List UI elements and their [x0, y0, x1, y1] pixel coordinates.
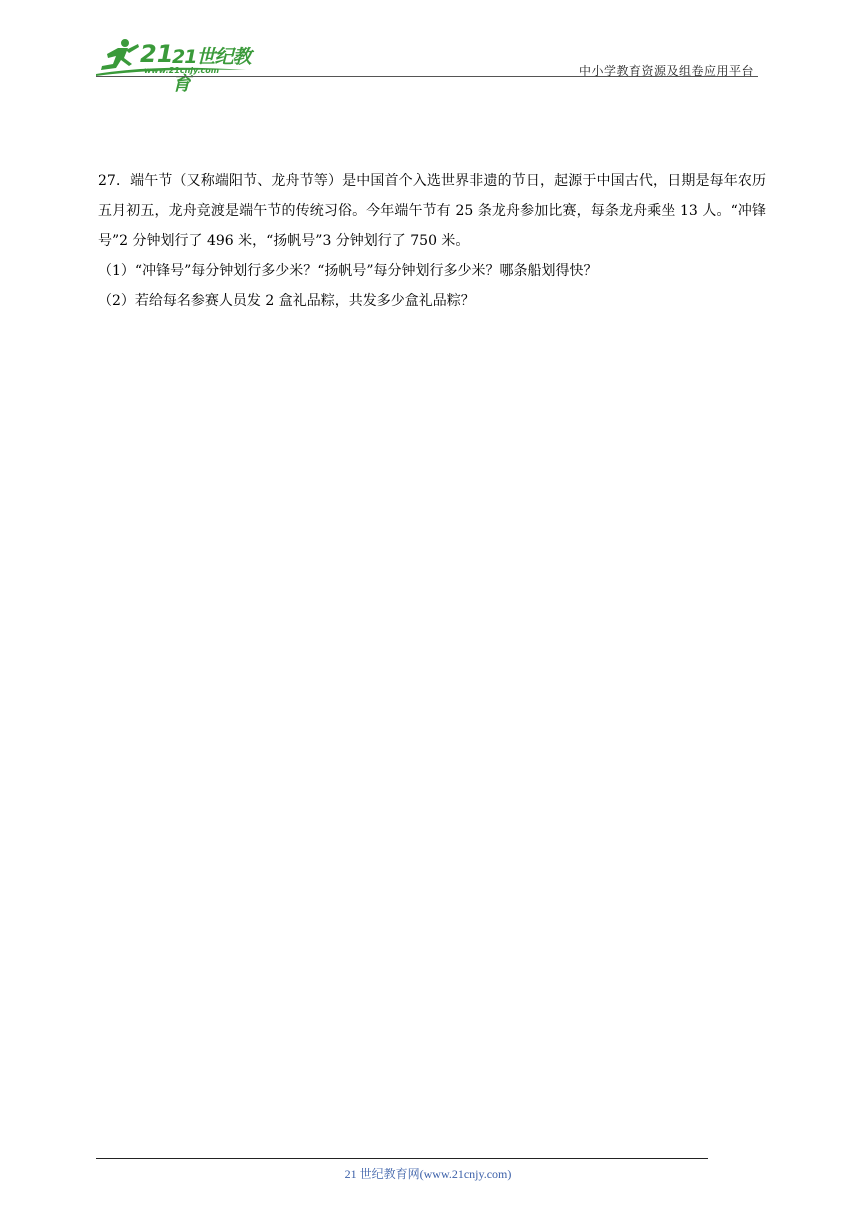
svg-text:21: 21	[140, 40, 174, 68]
logo-url-text: www.21cnjy.com	[144, 66, 220, 75]
site-logo[interactable]	[96, 34, 258, 95]
footer-link[interactable]: 21 世纪教育网(www.21cnjy.com)	[344, 1167, 512, 1181]
header-tagline: 中小学教育资源及组卷应用平台	[578, 64, 754, 78]
page-header	[96, 28, 758, 95]
sub-question-1: （1）“冲锋号”每分钟划行多少米？“扬帆号”每分钟划行多少米？哪条船划得快？	[98, 263, 598, 279]
question-block	[98, 166, 766, 316]
logo-text: 21世纪教育	[172, 46, 251, 95]
header-divider	[96, 76, 758, 77]
footer-divider	[96, 1158, 708, 1159]
question-stem: 27．端午节（又称端阳节、龙舟节等）是中国首个入选世界非遗的节日，起源于中国古代，日期是每年农历五月初五，龙舟竞渡是端午节的传统习俗。今年端午节有 25 条龙舟参加比赛，每条龙舟乘坐 13 人。“冲锋号”2 分钟划行了 496 米，“扬帆号”3 分钟划行了 750 米。	[98, 173, 766, 249]
sub-question-2: （2）若给每名参赛人员发 2 盒礼品粽，共发多少盒礼品粽？	[98, 293, 475, 309]
